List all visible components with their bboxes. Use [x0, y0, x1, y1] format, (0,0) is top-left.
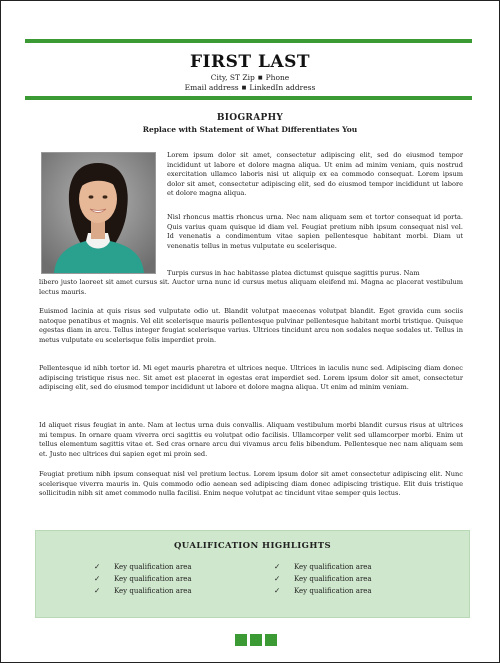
qualification-item: ✓ Key qualification area — [274, 574, 372, 583]
separator-icon: ■ — [257, 75, 263, 81]
email-text: Email address — [184, 83, 239, 92]
checkmark-icon: ✓ — [274, 562, 281, 571]
bio-paragraph: Feugiat pretium nibh ipsum consequat nisl vel pretium lectus. Lorem ipsum dolor sit amet consectetur adipiscing elit. Nunc scelerisque viverra mauris in. Quis commodo odio aenean sed adipiscing diam donec adipiscing tristique. Elit duis tristique sollicitudin nibh sit amet commodo nulla facilisi. Enim neque volutpat ac tincidunt vitae semper quis lectus. — [39, 470, 463, 497]
checkmark-icon: ✓ — [94, 574, 101, 583]
bio-paragraph: Lorem ipsum dolor sit amet, consectetur adipiscing elit, sed do eiusmod tempor incididunt ut labore et dolore magna aliqua. Ut enim ad minim veniam, quis nostrud exercitation ullamco laboris nisi ut aliquip ex ea commodo consequat. Lorem ipsum dolor sit amet, consectetur adipiscing elit, sed do eiusmod tempor incididunt ut labore et dolore magna aliqua. — [167, 151, 463, 197]
qualification-item: ✓ Key qualification area — [94, 586, 192, 595]
checkmark-icon: ✓ — [274, 586, 281, 595]
checkmark-icon: ✓ — [94, 562, 101, 571]
qualification-title: QUALIFICATION HIGHLIGHTS — [173, 541, 332, 551]
separator-icon: ■ — [241, 85, 247, 91]
bio-paragraph: Turpis cursus in hac habitasse platea dictumst quisque sagittis purus. Nam — [167, 269, 420, 277]
header-bottom-rule — [25, 96, 472, 100]
qualification-item: ✓ Key qualification area — [94, 562, 192, 571]
qualification-item: ✓ Key qualification area — [94, 574, 192, 583]
linkedin-text: LinkedIn address — [249, 83, 316, 92]
bio-paragraph: Nisl rhoncus mattis rhoncus urna. Nec nam aliquam sem et tortor consequat id porta. Quis varius quam quisque id diam vel. Feugiat pretium nibh ipsum consequat nisl vel. Id venenatis a condimentum vitae sapien pellentesque habitant morbi. Diam ut venenatis tellus in metus vulputate eu scelerisque. — [167, 213, 463, 250]
biography-subtitle: Replace with Statement of What Differentiates You — [142, 125, 358, 134]
location-text: City, ST Zip — [210, 73, 255, 82]
checkmark-icon: ✓ — [94, 586, 101, 595]
qualification-item: ✓ Key qualification area — [274, 562, 372, 571]
bio-paragraph: Id aliquet risus feugiat in ante. Nam at lectus urna duis convallis. Aliquam vestibulum morbi blandit cursus risus at ultrices mi tempus. In ornare quam viverra orci sagittis eu volutpat odio facilisis. Ullamcorper velit sed ullamcorper morbi. Enim ut tellus elementum sagittis vitae et. Sed cras ornare arcu dui vivamus arcu felis bibendum. Pellentesque nec nam aliquam sem et. Justo nec ultrices dui sapien eget mi proin sed. — [39, 421, 463, 458]
name-heading: FIRST LAST — [189, 52, 311, 72]
profile-photo — [41, 152, 156, 274]
footer-square-icon — [265, 634, 277, 646]
qualification-list-left — [94, 561, 192, 597]
contact-line-2 — [1, 83, 499, 92]
phone-text: Phone — [265, 73, 290, 82]
qualification-item: ✓ Key qualification area — [274, 586, 372, 595]
checkmark-icon: ✓ — [274, 574, 281, 583]
contact-line-1 — [1, 73, 499, 82]
top-accent-rule — [25, 39, 472, 43]
qualification-highlights-box — [35, 530, 470, 618]
bio-paragraph-continued: libero justo laoreet sit amet cursus sit. Auctor urna nunc id cursus metus aliquam eleifend mi. Magna ac placerat vestibulum lectus mauris. — [39, 278, 463, 296]
footer-square-icon — [250, 634, 262, 646]
qualification-list-right — [274, 561, 372, 597]
bio-paragraph: Pellentesque id nibh tortor id. Mi eget mauris pharetra et ultrices neque. Ultrices in iaculis nunc sed. Adipiscing diam donec adipiscing tristique risus nec. Sit amet est placerat in egestas erat imperdiet sed. Lorem ipsum dolor sit amet, consectetur adipiscing elit, sed do eiusmod tempor incididunt ut labore et dolore magna aliqua. Ut enim ad minim veniam. — [39, 364, 463, 391]
biography-title: BIOGRAPHY — [216, 113, 284, 123]
footer-square-icon — [235, 634, 247, 646]
bio-paragraph: Euismod lacinia at quis risus sed vulputate odio ut. Blandit volutpat maecenas volutpat blandit. Eget gravida cum sociis natoque penatibus et magnis. Vel elit scelerisque mauris pellentesque pulvinar pellentesque habitant morbi tristique. Quisque egestas diam in arcu. Tellus integer feugiat scelerisque varius. Ultrices tincidunt arcu non sodales neque sodales ut. Tellus in metus vulputate eu scelerisque felis imperdiet proin. — [39, 307, 463, 344]
